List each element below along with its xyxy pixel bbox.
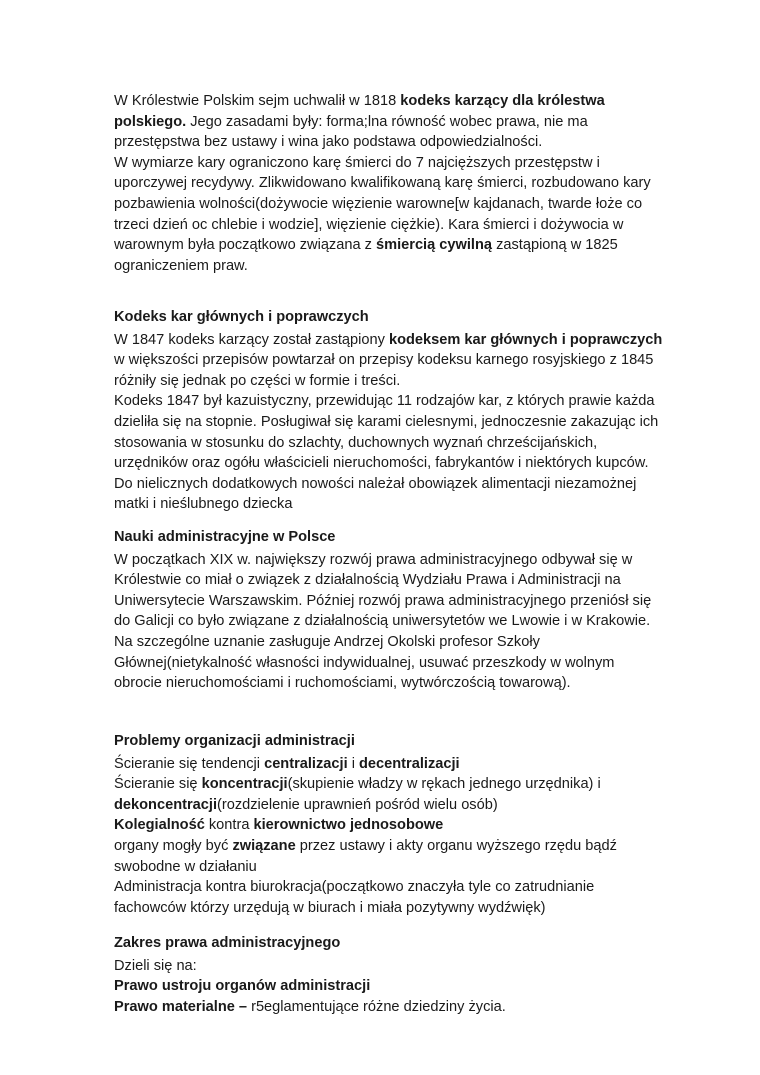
paragraph-line xyxy=(114,836,704,857)
text-run: przez ustawy i akty organu wyższego rzędu bądź xyxy=(295,837,617,854)
text-run: Ścieranie się xyxy=(114,776,202,793)
paragraph-line: Kodeks 1847 był kazuistyczny, przewidując 11 rodzajów kar, z których prawie każda xyxy=(114,393,655,410)
bold-term: dekoncentracji xyxy=(114,796,218,813)
paragraph-line: matki i nieślubnego dziecka xyxy=(114,496,293,513)
section-problemy-organizacji xyxy=(114,731,704,918)
paragraph-line: uporczywej recydywy. Zlikwidowano kwalifikowaną karę śmierci, rozbudowano kary xyxy=(114,175,651,192)
paragraph-line: do Galicji co było związane z działalnością uniwersytetów we Lwowie i w Krakowie. xyxy=(114,613,651,630)
paragraph-line: dzieliła się na stopnie. Posługiwał się karami cielesnymi, jednoczesnie zakazując ich xyxy=(114,413,659,430)
text-run: Jego zasadami były: forma;lna równość wobec prawa, nie ma xyxy=(186,113,588,130)
paragraph-line: Królestwie co miał o związek z działalnością Wydziału Prawa i Administracji na xyxy=(114,572,621,589)
section-kodeks-kar-glownych xyxy=(114,307,704,515)
text-run: W 1847 kodeks karzący został zastąpiony xyxy=(114,331,389,348)
text-run: zastąpioną w 1825 xyxy=(492,237,618,254)
paragraph-line xyxy=(114,976,704,997)
section-heading: Problemy organizacji administracji xyxy=(114,733,355,749)
bold-term: kodeksem kar głównych i poprawczych xyxy=(388,331,663,348)
bold-term: decentralizacji xyxy=(359,755,460,772)
paragraph-line xyxy=(114,235,704,256)
bold-term: koncentracji xyxy=(201,776,288,793)
section-zakres-prawa xyxy=(114,933,704,1017)
text-run: organy mogły być xyxy=(114,837,233,854)
paragraph-line xyxy=(114,754,704,775)
paragraph-line: W początkach XIX w. największy rozwój prawa administracyjnego odbywał się w xyxy=(114,551,633,568)
bold-term: Kolegialność xyxy=(114,817,205,834)
text-run: warownym była początkowo związana z xyxy=(114,237,376,254)
paragraph-line: Głównej(nietykalność własności indywidualnej, usuwać przeszkody w wolnym xyxy=(114,654,615,671)
paragraph-line: Administracja kontra biurokracja(początkowo znaczyła tyle co zatrudnianie xyxy=(114,879,595,896)
paragraph-line: obrocie nieruchomościami i ruchomościami, wytwórczością towarową). xyxy=(114,675,571,692)
paragraph-line: ograniczeniem praw. xyxy=(114,257,248,274)
paragraph-line: w większości przepisów powtarzał on przepisy kodeksu karnego rosyjskiego z 1845 xyxy=(114,352,654,369)
paragraph-line xyxy=(114,997,704,1018)
bold-term: kodeks karzący dla królestwa xyxy=(400,93,605,109)
text-run: Ścieranie się tendencji xyxy=(114,755,265,772)
section-heading: Nauki administracyjne w Polsce xyxy=(114,529,336,545)
text-run: kontra xyxy=(204,817,254,834)
text-run: (rozdzielenie uprawnień pośród wielu osób) xyxy=(217,796,498,813)
text-run: i xyxy=(347,755,359,772)
paragraph-line xyxy=(114,112,704,133)
paragraph-line: swobodne w działaniu xyxy=(114,858,257,875)
paragraph-line: fachowców którzy urzędują w biurach i miała pozytywny wydźwięk) xyxy=(114,899,546,916)
paragraph-line: trzeci dzień oc chlebie i wodzie], więzienie ciężkie). Kara śmierci i dożywocia w xyxy=(114,216,624,233)
text-run: (skupienie władzy w rękach jednego urzędnika) i xyxy=(287,776,601,793)
paragraph-line xyxy=(114,91,704,112)
paragraph-line: pozbawienia wolności(dożywocie więzienie warowne[w kajdanach, twarde łoże co xyxy=(114,195,643,212)
paragraph-line: przestępstwa bez ustawy i wina jako podstawa odpowiedzialności. xyxy=(114,134,543,151)
bold-term: centralizacji xyxy=(264,755,348,772)
paragraph-line: różniły się jednak po części w formie i treści. xyxy=(114,372,401,389)
bold-term: Prawo materialne – xyxy=(114,998,248,1015)
bold-term: kierownictwo jednosobowe xyxy=(253,817,444,834)
paragraph-line: stosowania w stosunku do szlachty, duchownych wyznań chrześcijańskich, xyxy=(114,434,598,451)
text-run: W Królestwie Polskim sejm uchwalił w 1818 xyxy=(114,93,401,109)
paragraph-line: urzędników oraz ogółu właścicieli nieruchomości, fabrykantów i niektórych kupców. xyxy=(114,455,649,472)
paragraph-line: Na szczególne uznanie zasługuje Andrzej Okolski profesor Szkoły xyxy=(114,633,540,650)
section-heading: Kodeks kar głównych i poprawczych xyxy=(114,309,369,325)
section-kodeks-karzacy xyxy=(114,91,704,276)
bold-term: związane xyxy=(232,837,296,854)
paragraph-line xyxy=(114,815,704,836)
bold-term: śmiercią cywilną xyxy=(376,237,493,254)
paragraph-line xyxy=(114,330,704,351)
section-nauki-administracyjne xyxy=(114,527,704,694)
bold-term: Prawo ustroju organów administracji xyxy=(114,978,371,995)
paragraph-line: Dzieli się na: xyxy=(114,957,197,974)
paragraph-line: Do nielicznych dodatkowych nowości należał obowiązek alimentacji niezamożnej xyxy=(114,475,637,492)
section-heading: Zakres prawa administracyjnego xyxy=(114,935,341,951)
paragraph-line xyxy=(114,774,704,795)
paragraph-line: Uniwersytecie Warszawskim. Później rozwój prawa administracyjnego przeniósł się xyxy=(114,592,652,609)
bold-term: polskiego. xyxy=(114,113,187,130)
text-run: r5eglamentujące różne dziedziny życia. xyxy=(247,998,506,1015)
paragraph-line: W wymiarze kary ograniczono karę śmierci do 7 najcięższych przestępstw i xyxy=(114,154,600,171)
paragraph-line xyxy=(114,795,704,816)
